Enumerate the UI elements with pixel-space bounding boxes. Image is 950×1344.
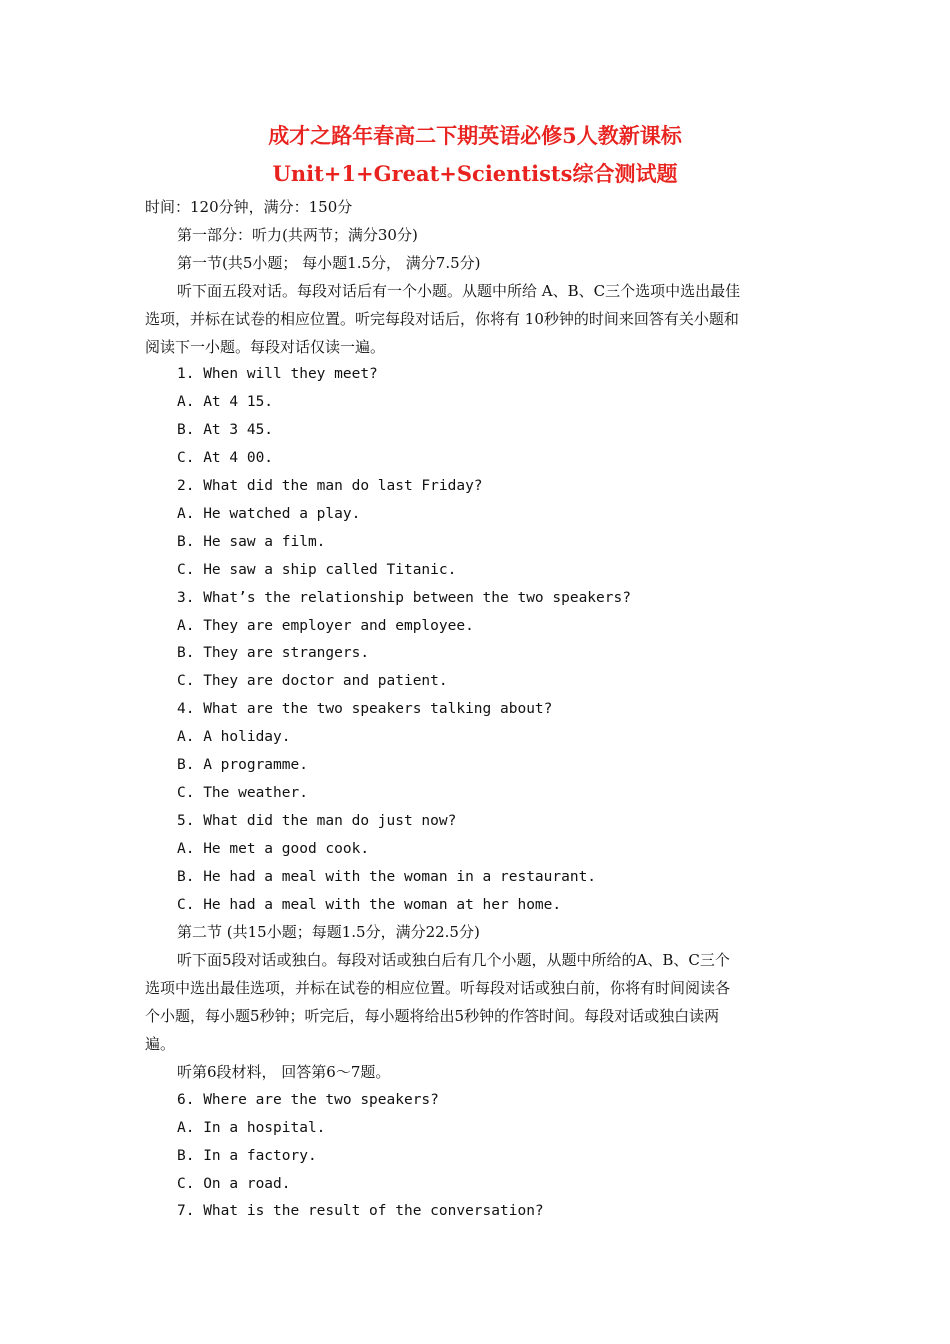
text-line: B. He saw a film. xyxy=(177,533,326,550)
text-line: B. At 3 45. xyxy=(177,422,274,439)
text-line: A. He met a good cook. xyxy=(177,840,370,857)
text-line: C. He saw a ship called Titanic. xyxy=(177,561,457,578)
text-line: 6. Where are the two speakers? xyxy=(177,1091,439,1108)
document-subtitle: Unit+1+Great+Scientists综合测试题 xyxy=(272,161,678,186)
document-title: 成才之路年春高二下期英语必修5人教新课标 xyxy=(268,123,682,148)
text-line: 4. What are the two speakers talking about? xyxy=(177,701,553,718)
text-line: 遍。 xyxy=(145,1035,176,1053)
text-line: C. The weather. xyxy=(177,784,308,801)
text-line: 第一部分：听力(共两节；满分30分) xyxy=(177,225,418,244)
text-line: 第一节(共5小题； 每小题1.5分， 满分7.5分) xyxy=(177,253,481,272)
text-line: 选项中选出最佳选项，并标在试卷的相应位置。听每段对话或独白前，你将有时间阅读各 xyxy=(145,979,731,998)
text-line: B. He had a meal with the woman in a restaurant. xyxy=(177,868,597,885)
text-line: A. At 4 15. xyxy=(177,394,274,411)
text-line: 5. What did the man do just now? xyxy=(177,812,457,829)
text-line: A. He watched a play. xyxy=(177,505,361,522)
text-line: 第二节 (共15小题；每题1.5分，满分22.5分) xyxy=(177,923,480,942)
text-line: 个小题，每小题5秒钟；听完后，每小题将给出5秒钟的作答时间。每段对话或独白读两 xyxy=(145,1007,720,1026)
text-line: C. On a road. xyxy=(177,1175,291,1192)
text-line: C. They are doctor and patient. xyxy=(177,673,448,690)
text-line: 时间：120分钟，满分：150分 xyxy=(145,198,353,216)
text-line: 1. When will they meet? xyxy=(177,366,378,383)
text-line: B. They are strangers. xyxy=(177,645,370,662)
text-line: 听下面5段对话或独白。每段对话或独白后有几个小题，从题中所给的A、B、C三个 xyxy=(177,951,730,970)
text-line: 听下面五段对话。每段对话后有一个小题。从题中所给 A、B、C三个选项中选出最佳 xyxy=(177,281,741,300)
text-line: 听第6段材料， 回答第6～7题。 xyxy=(177,1062,391,1081)
text-line: 阅读下一小题。每段对话仅读一遍。 xyxy=(145,337,386,356)
text-line: A. They are employer and employee. xyxy=(177,617,474,634)
text-line: B. A programme. xyxy=(177,757,308,773)
text-line: B. In a factory. xyxy=(177,1147,317,1164)
text-line: 3. What’s the relationship between the two speakers? xyxy=(177,589,631,606)
text-line: 2. What did the man do last Friday? xyxy=(177,478,483,494)
text-line: A. In a hospital. xyxy=(177,1119,326,1136)
text-line: 7. What is the result of the conversation? xyxy=(177,1203,544,1220)
text-line: C. He had a meal with the woman at her home. xyxy=(177,896,562,913)
text-line: A. A holiday. xyxy=(177,729,291,746)
text-line: C. At 4 00. xyxy=(177,450,274,467)
text-line: 选项，并标在试卷的相应位置。听完每段对话后，你将有 10秒钟的时间来回答有关小题和 xyxy=(145,309,739,328)
